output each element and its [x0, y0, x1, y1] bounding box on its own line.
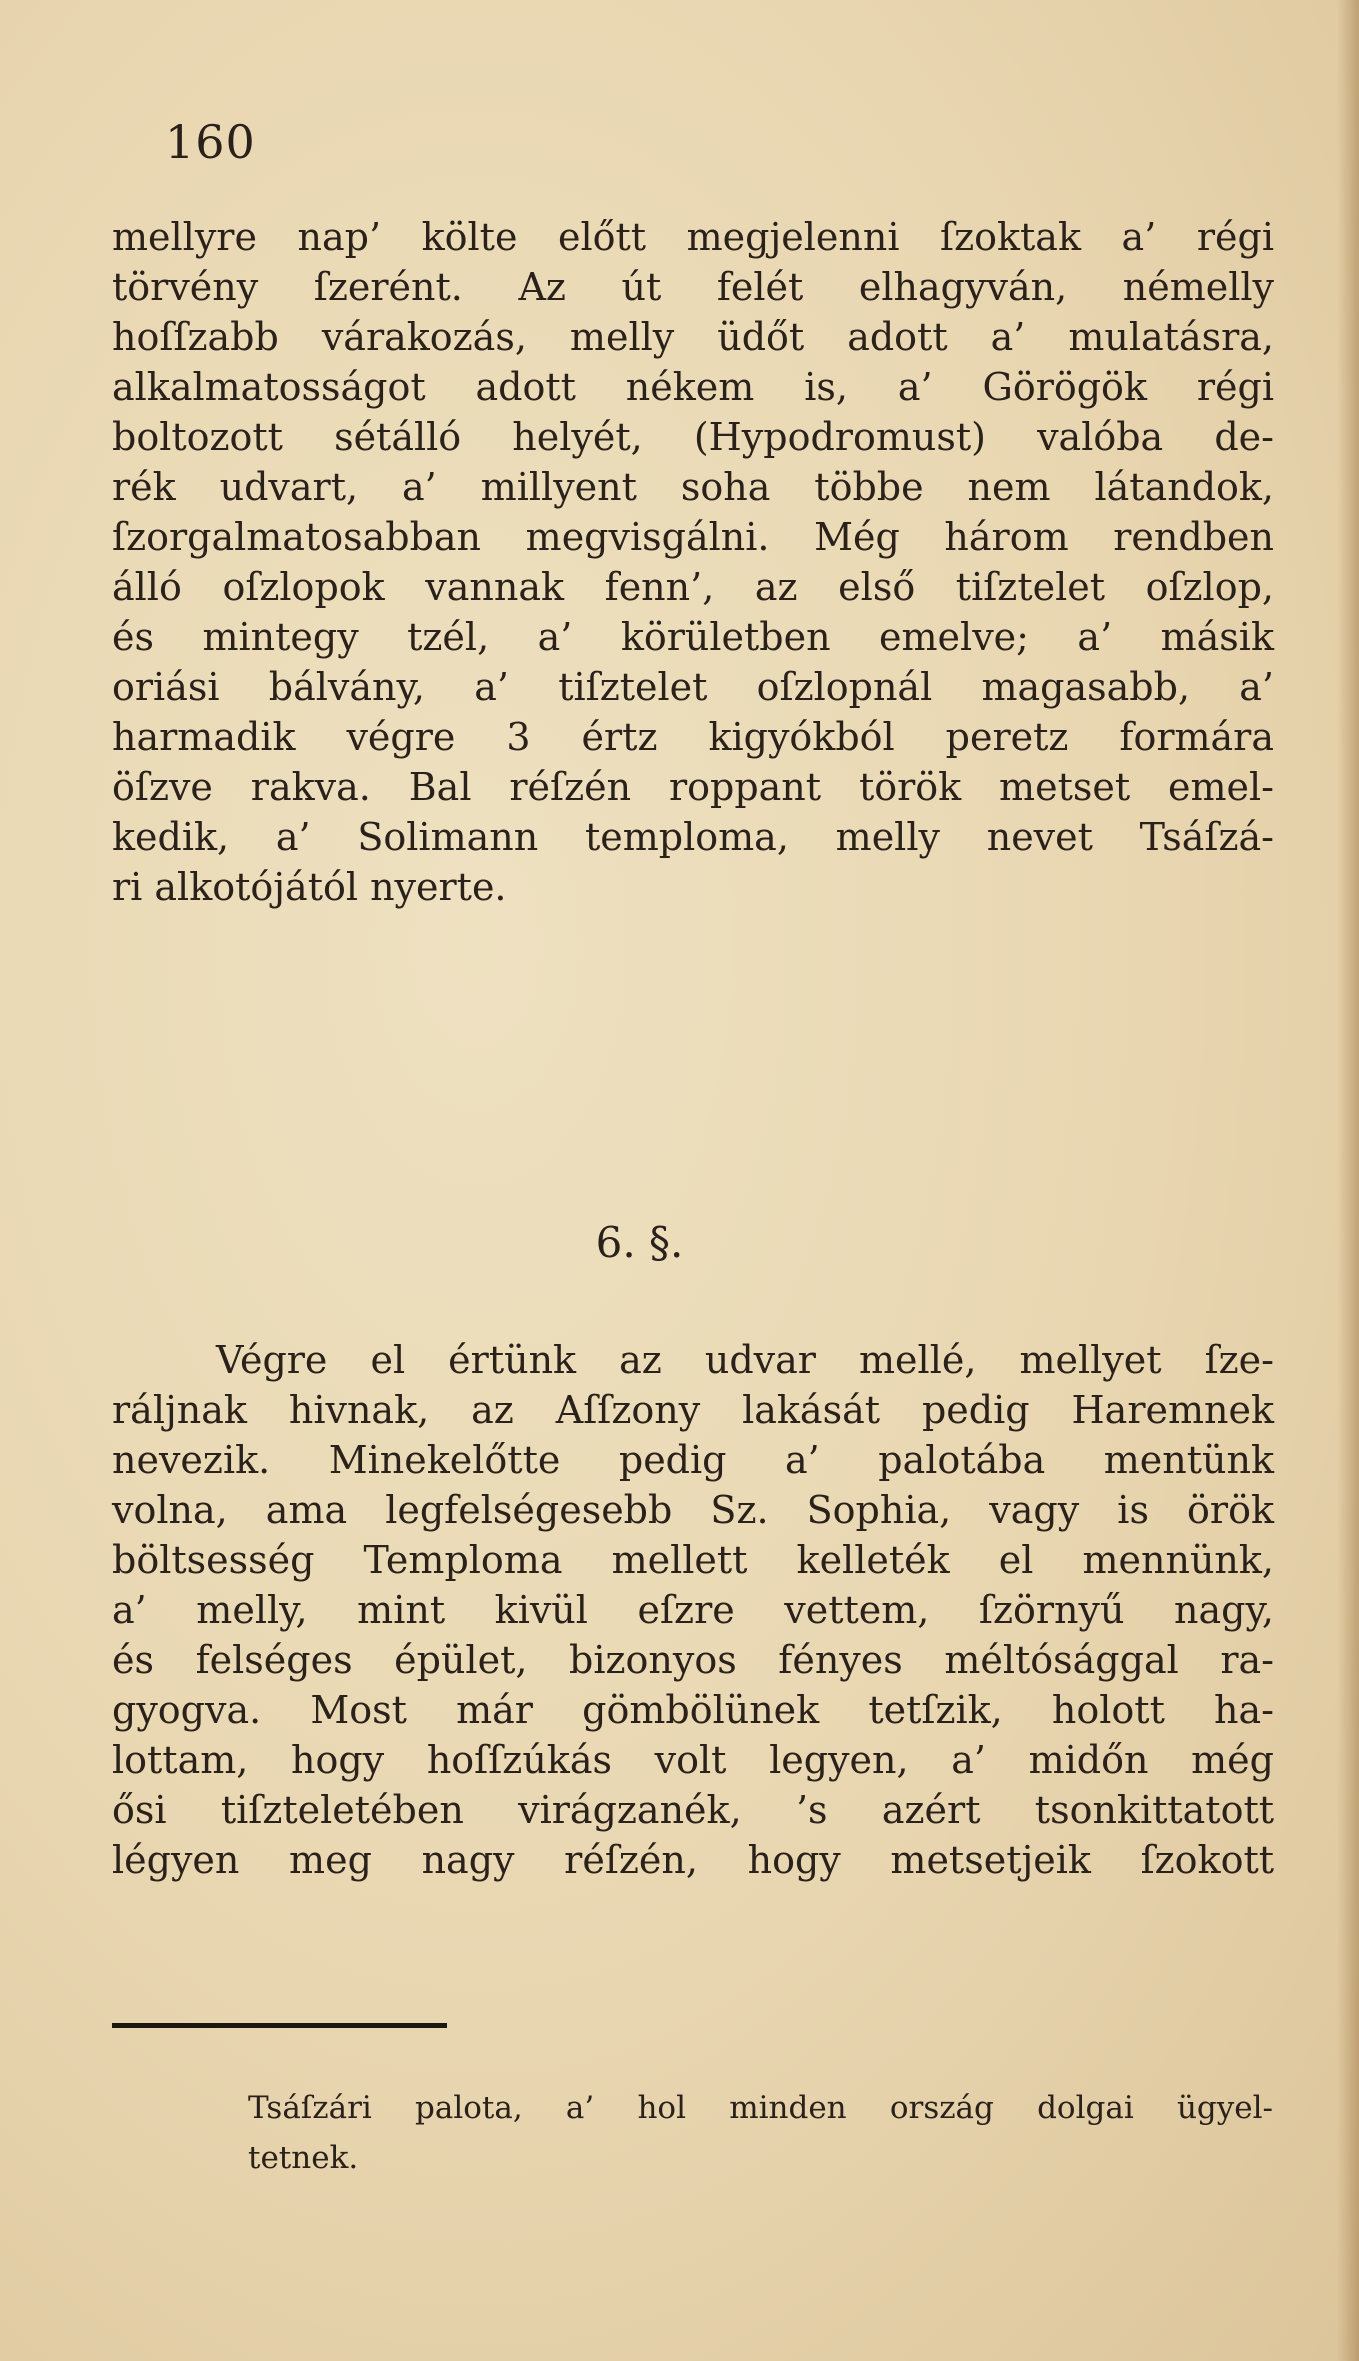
text-line: hoſſzabb várakozás, melly üdőt adott a’ mulatásra, — [112, 315, 1274, 359]
text-line: volna, ama legfelségesebb Sz. Sophia, vagy is örök — [112, 1488, 1274, 1532]
footnote-line: Tsáſzári palota, a’ hol minden ország dolgai ügyel- — [248, 2090, 1273, 2126]
text-line: légyen meg nagy réſzén, hogy metsetjeik ſzokott — [112, 1838, 1274, 1882]
footnote-divider — [112, 2023, 447, 2028]
text-line: nevezik. Minekelőtte pedig a’ palotába mentünk — [112, 1438, 1274, 1482]
text-line: a’ melly, mint kivül eſzre vettem, ſzörnyű nagy, — [112, 1588, 1274, 1632]
page-edge-shadow — [1337, 0, 1359, 2361]
text-line: lottam, hogy hoſſzúkás volt legyen, a’ midőn még — [112, 1738, 1274, 1782]
text-line: mellyre nap’ költe előtt megjelenni ſzoktak a’ régi — [112, 215, 1274, 259]
text-line: álló oſzlopok vannak fenn’, az első tiſztelet oſzlop, — [112, 565, 1274, 609]
text-line: öſzve rakva. Bal réſzén roppant török metset emel- — [112, 765, 1274, 809]
text-line: gyogva. Most már gömbölünek tetſzik, holott ha- — [112, 1688, 1274, 1732]
paragraph-2 — [112, 1335, 1274, 1885]
text-line: oriási bálvány, a’ tiſztelet oſzlopnál magasabb, a’ — [112, 665, 1274, 709]
section-heading — [0, 1218, 1359, 1267]
section-heading-text: 6. §. — [595, 1218, 684, 1267]
page-number: 160 — [165, 115, 256, 169]
text-line: ſzorgalmatosabban megvisgálni. Még három rendben — [112, 515, 1274, 559]
text-line: ősi tiſzteletében virágzanék, ’s azért tsonkittatott — [112, 1788, 1274, 1832]
text-line: és felséges épület, bizonyos fényes méltósággal ra- — [112, 1638, 1274, 1682]
text-line: harmadik végre 3 értz kigyókból peretz formára — [112, 715, 1274, 759]
text-line: ráljnak hivnak, az Aſſzony lakását pedig Haremnek — [112, 1388, 1274, 1432]
text-line: boltozott sétálló helyét, (Hypodromust) valóba de- — [112, 415, 1274, 459]
text-line: és mintegy tzél, a’ körületben emelve; a’ másik — [112, 615, 1274, 659]
text-line: alkalmatosságot adott nékem is, a’ Görögök régi — [112, 365, 1274, 409]
footnote-line: tetnek. — [248, 2140, 359, 2176]
text-line: Végre el értünk az udvar mellé, mellyet ſze- — [216, 1338, 1274, 1382]
footnote — [248, 2083, 1273, 2183]
text-line: kedik, a’ Solimann temploma, melly nevet Tsáſzá- — [112, 815, 1274, 859]
text-line: ri alkotójától nyerte. — [112, 865, 507, 909]
text-line: törvény ſzerént. Az út felét elhagyván, némelly — [112, 265, 1274, 309]
text-line: rék udvart, a’ millyent soha többe nem látandok, — [112, 465, 1274, 509]
paragraph-1 — [112, 212, 1274, 912]
text-line: böltsesség Temploma mellett kelleték el mennünk, — [112, 1538, 1274, 1582]
